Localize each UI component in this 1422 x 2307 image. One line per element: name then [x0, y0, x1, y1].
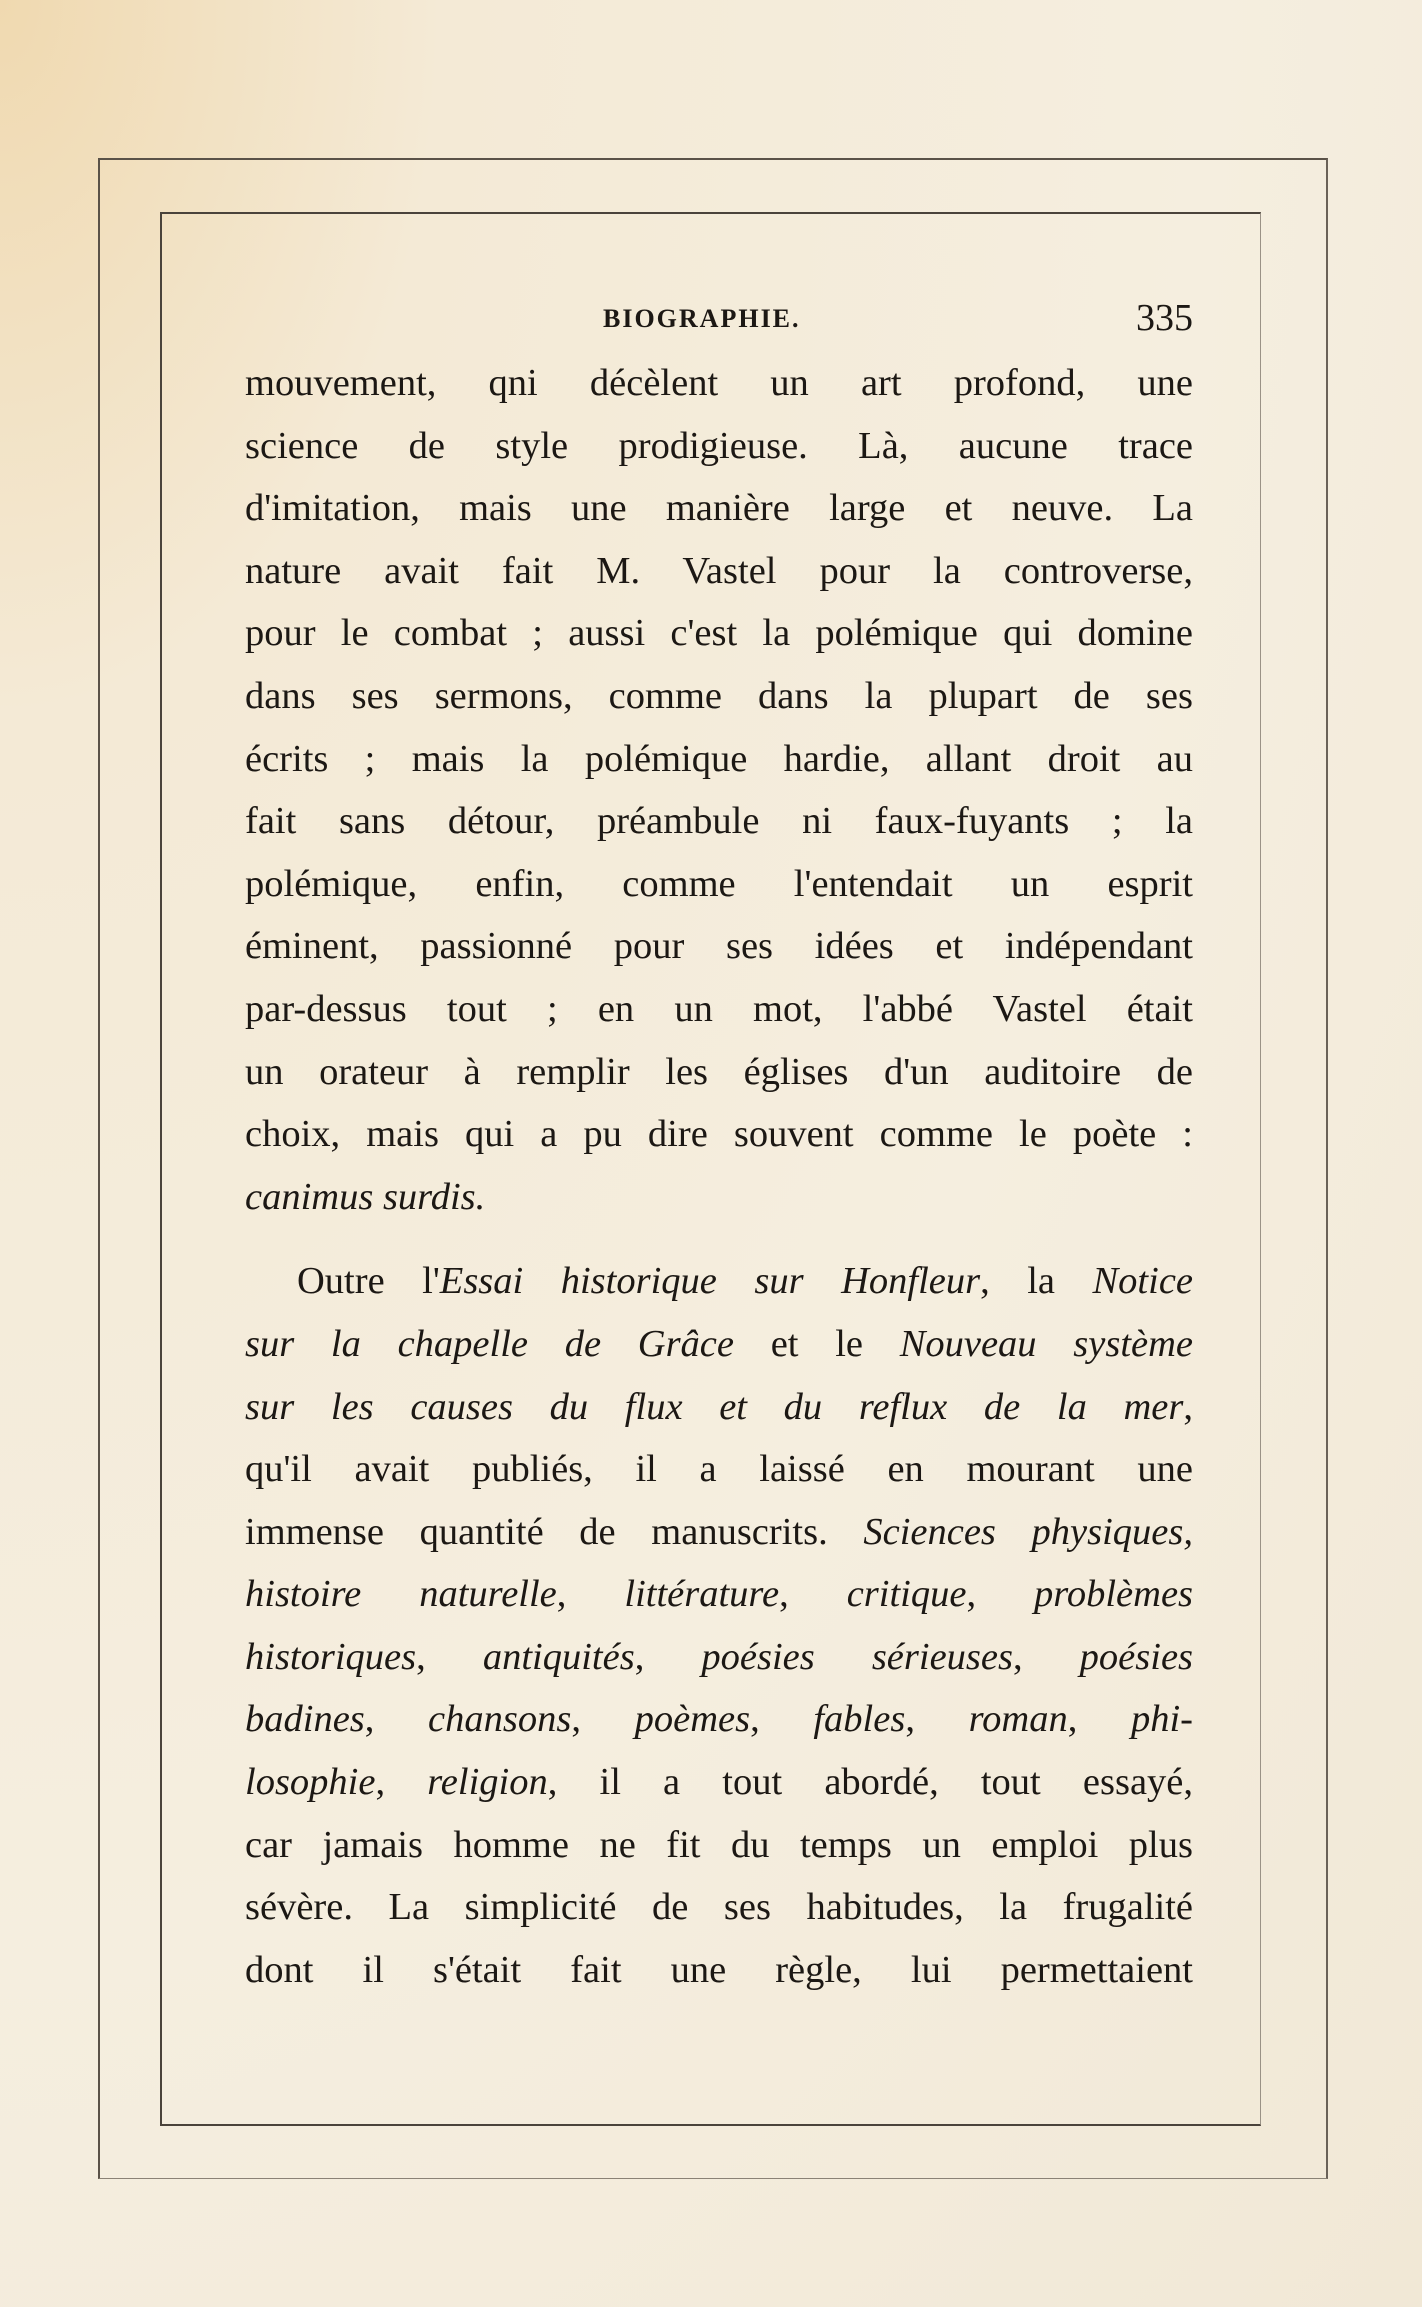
text-run: , [905, 1698, 969, 1741]
italic-title: poésies sérieuses [701, 1635, 1013, 1678]
text-line [245, 1626, 1193, 1689]
text-run: , [571, 1698, 635, 1741]
text-line: science de style prodigieuse. Là, aucune trace [245, 424, 1193, 467]
text-run: , il a tout abordé, tout essayé, [547, 1761, 1194, 1804]
text-line: d'imitation, mais une manière large et neuve. La [245, 487, 1193, 530]
text-run: Outre l' [297, 1260, 440, 1303]
italic-title: poésies [1079, 1635, 1194, 1678]
text-run: , [1183, 1385, 1193, 1428]
page-header [245, 296, 1193, 352]
text-line: dans ses sermons, comme dans la plupart de ses [245, 674, 1193, 717]
text-run: , [1067, 1698, 1131, 1741]
text-run: , [779, 1573, 847, 1616]
italic-title: histoire naturelle [245, 1573, 557, 1616]
text-line [245, 1250, 1193, 1313]
text-run: , [364, 1698, 429, 1741]
text-line: choix, mais qui a pu dire souvent comme le poète : [245, 1113, 1193, 1156]
text-line: fait sans détour, préambule ni faux-fuyants ; la [245, 800, 1193, 843]
italic-title: antiquités [482, 1635, 635, 1678]
italic-title: Notice [1092, 1260, 1193, 1303]
italic-title: Sciences physiques, [863, 1510, 1193, 1553]
text-line: éminent, passionné pour ses idées et indépendant [245, 925, 1193, 968]
text-run: , [1012, 1635, 1080, 1678]
italic-title: phi- [1130, 1698, 1193, 1741]
text-line: sévère. La simplicité de ses habitudes, la frugalité [245, 1886, 1193, 1929]
italic-title: historiques [245, 1635, 417, 1678]
running-head: BIOGRAPHIE. [603, 304, 801, 333]
italic-title: Nouveau système [899, 1322, 1194, 1365]
italic-title: religion [427, 1761, 548, 1804]
text-line: car jamais homme ne fit du temps un emploi plus [245, 1823, 1193, 1866]
text-line: pour le combat ; aussi c'est la polémique qui domine [245, 612, 1193, 655]
text-run: , [556, 1573, 625, 1616]
page-number: 335 [1136, 297, 1193, 339]
text-line: nature avait fait M. Vastel pour la controverse, [245, 549, 1193, 592]
italic-title: littérature [624, 1573, 780, 1616]
italic-title: fables [813, 1698, 906, 1741]
text-line: par-dessus tout ; en un mot, l'abbé Vastel était [245, 987, 1193, 1030]
italic-title: sur les causes du flux et du reflux de la mer [245, 1385, 1184, 1428]
text-line [245, 1313, 1193, 1376]
italic-title: sur la chapelle de Grâce [245, 1322, 734, 1365]
text-line: qu'il avait publiés, il a laissé en mourant une [245, 1448, 1193, 1491]
text-run: immense quantité de manuscrits. [245, 1510, 864, 1553]
text-line: dont il s'était fait une règle, lui permettaient [245, 1948, 1193, 1991]
italic-title: critique [846, 1573, 967, 1616]
text-run: , [416, 1635, 483, 1678]
italic-title: badines [245, 1698, 365, 1741]
text-run: , [375, 1761, 428, 1804]
text-line: polémique, enfin, comme l'entendait un esprit [245, 862, 1193, 905]
italic-phrase: canimus surdis. [245, 1175, 486, 1218]
text-line [245, 1751, 1193, 1814]
italic-title: chansons [428, 1698, 572, 1741]
text-line: un orateur à remplir les églises d'un auditoire de [245, 1050, 1193, 1093]
italic-title: Essai historique sur Honfleur [439, 1260, 981, 1303]
text-run: , la [980, 1260, 1093, 1303]
text-line [245, 1166, 1193, 1229]
paragraph-1 [245, 352, 1193, 1228]
page-text-block [245, 296, 1193, 2001]
text-run: , [750, 1698, 814, 1741]
text-run: , [966, 1573, 1035, 1616]
italic-title: roman [968, 1698, 1068, 1741]
italic-title: losophie [245, 1761, 376, 1804]
text-run: , [634, 1635, 702, 1678]
text-line [245, 1688, 1193, 1751]
paragraph-2 [245, 1250, 1193, 2001]
text-line: mouvement, qni décèlent un art profond, une [245, 362, 1193, 404]
text-line [245, 1501, 1193, 1564]
italic-title: problèmes [1034, 1573, 1194, 1616]
italic-title: poèmes [634, 1698, 751, 1741]
text-line: écrits ; mais la polémique hardie, allant droit au [245, 737, 1193, 780]
text-line [245, 1376, 1193, 1439]
text-run: et le [733, 1322, 900, 1365]
text-line [245, 1563, 1193, 1626]
